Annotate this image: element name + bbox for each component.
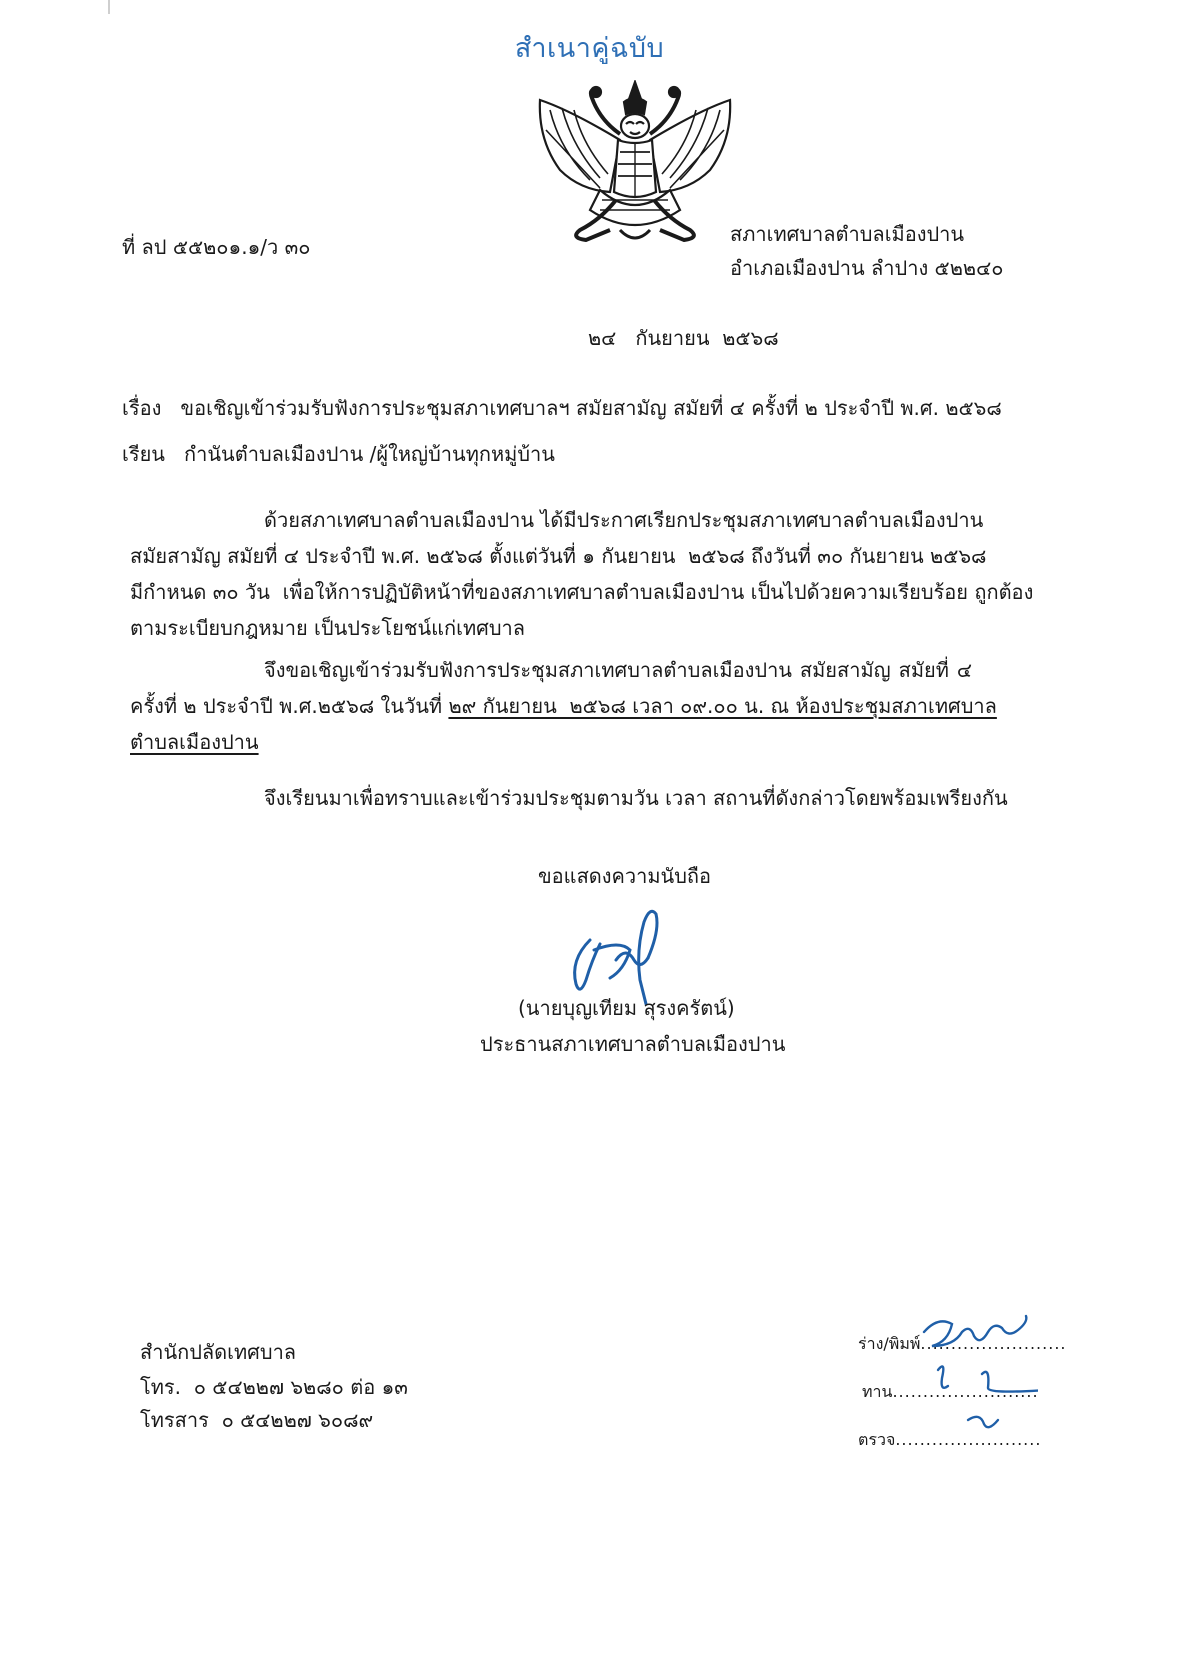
para1-line1: ด้วยสภาเทศบาลตำบลเมืองปาน ได้มีประกาศเรียกประชุมสภาเทศบาลตำบลเมืองปาน [264,508,984,532]
para2-line2-text: ครั้งที่ ๒ ประจำปี พ.ศ.๒๕๖๘ ในวันที่ [130,694,449,718]
closing-paragraph: จึงเรียนมาเพื่อทราบและเข้าร่วมประชุมตามวัน เวลา สถานที่ดังกล่าวโดยพร้อมเพรียงกัน [264,786,1008,810]
sender-name: สภาเทศบาลตำบลเมืองปาน [730,222,965,246]
meeting-datetime-place: ๒๙ กันยายน ๒๕๖๘ เวลา ๐๙.๐๐ น. ณ ห้องประชุมสภาเทศบาล [448,694,997,718]
checklist-review-dots: ........................ [892,1382,1039,1401]
office-name: สำนักปลัดเทศบาล [140,1340,297,1364]
signer-name: (นายบุญเทียม สุรงครัตน์) [518,996,735,1020]
para1-line4: ตามระเบียบกฎหมาย เป็นประโยชน์แก่เทศบาล [130,616,526,640]
sender-address: อำเภอเมืองปาน ลำปาง ๕๒๒๔๐ [730,256,1004,280]
para2-line2 [130,696,997,716]
signer-title: ประธานสภาเทศบาลตำบลเมืองปาน [480,1032,786,1056]
copy-stamp: สำเนาคู่ฉบับ [514,33,665,64]
checklist-check-label: ตรวจ [858,1430,896,1449]
checklist-draft-dots: ........................ [920,1334,1067,1353]
office-fax: โทรสาร ๐ ๕๔๒๒๗ ๖๐๘๙ [140,1408,374,1432]
subject-line: เรื่อง ขอเชิญเข้าร่วมรับฟังการประชุมสภาเทศบาลฯ สมัยสามัญ สมัยที่ ๔ ครั้งที่ ๒ ประจำปี พ.ศ. ๒๕๖๘ [122,396,1002,420]
para1-line2: สมัยสามัญ สมัยที่ ๔ ประจำปี พ.ศ. ๒๕๖๘ ตั้งแต่วันที่ ๑ กันยายน ๒๕๖๘ ถึงวันที่ ๓๐ กันยายน ๒๕๖๘ [130,544,987,568]
para1-line3: มีกำหนด ๓๐ วัน เพื่อให้การปฏิบัติหน้าที่ของสภาเทศบาลตำบลเมืองปาน เป็นไปด้วยความเรียบร้อย ถูกต้อง [130,580,1034,604]
garuda-emblem-icon [530,80,740,248]
document-date: ๒๔ กันยายน ๒๕๖๘ [588,326,779,350]
checklist-check-dots: ........................ [895,1430,1042,1449]
checklist-initials [918,1302,1038,1452]
checklist-draft-label: ร่าง/พิมพ์ [858,1334,921,1353]
office-telephone: โทร. ๐ ๕๔๒๒๗ ๖๒๘๐ ต่อ ๑๓ [140,1375,408,1399]
recipient-line: เรียน กำนันตำบลเมืองปาน /ผู้ใหญ่บ้านทุกหมู่บ้าน [122,442,555,466]
document-number: ที่ ลป ๕๕๒๐๑.๑/ว ๓๐ [122,235,311,259]
checklist-review-label: ทาน [862,1382,893,1401]
scan-edge-mark [108,0,110,14]
para2-line1: จึงขอเชิญเข้าร่วมรับฟังการประชุมสภาเทศบาลตำบลเมืองปาน สมัยสามัญ สมัยที่ ๔ [264,658,972,682]
meeting-place-continued: ตำบลเมืองปาน [130,730,259,754]
handwritten-signature [560,900,680,1010]
closing-salutation: ขอแสดงความนับถือ [538,864,712,888]
